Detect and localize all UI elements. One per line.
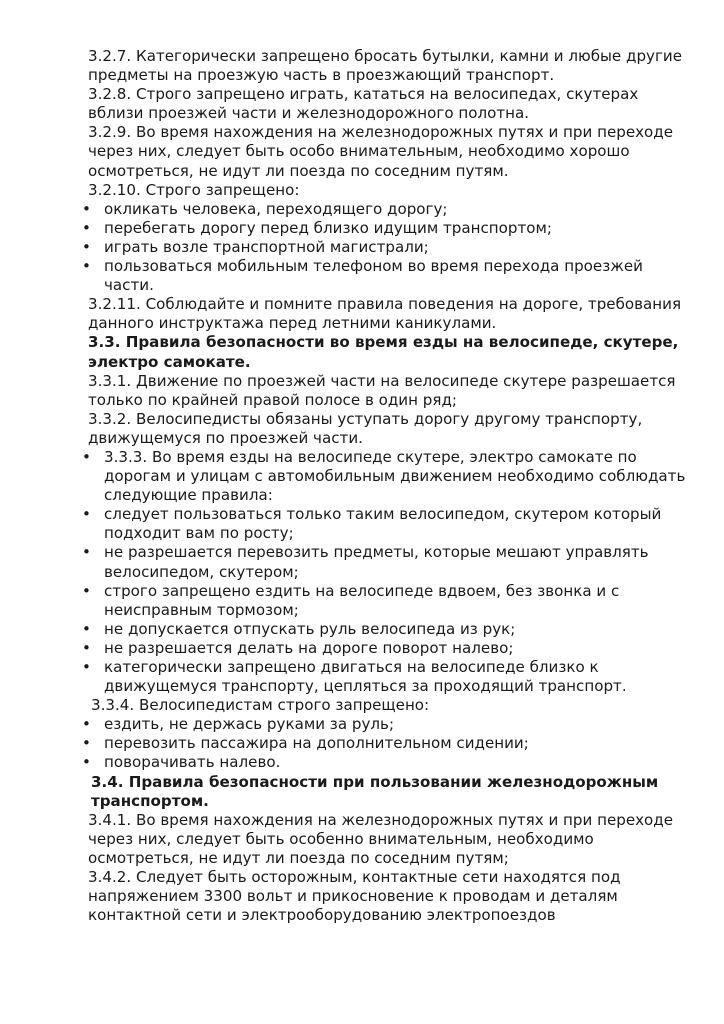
- list-item: • категорически запрещено двигаться на велосипеде близко к движущемуся транспорту, цепляться за проходящий транспорт.: [88, 658, 688, 696]
- list-item: • пользоваться мобильным телефоном во время перехода проезжей части.: [88, 257, 688, 295]
- list-item: • строго запрещено ездить на велосипеде вдвоем, без звонка и с неисправным тормозом;: [88, 582, 688, 620]
- paragraph-3-2-11: 3.2.11. Соблюдайте и помните правила поведения на дороге, требования данного инструктажа перед летними каникулами.: [88, 295, 682, 333]
- paragraph-3-2-10: 3.2.10. Строго запрещено:: [88, 180, 300, 199]
- list-item: • перебегать дорогу перед близко идущим транспортом;: [88, 219, 688, 238]
- list-item: • следует пользоваться только таким велосипедом, скутером который подходит вам по росту;: [88, 505, 688, 543]
- bullet-list-3-3-4: [88, 715, 688, 772]
- list-item: • не допускается отпускать руль велосипеда из рук;: [88, 620, 688, 639]
- bullet-list-3-2-10: [88, 200, 688, 295]
- paragraph-3-4-2: 3.4.2. Следует быть осторожным, контактные сети находятся под напряжением 3300 вольт и прикосновение к проводам и деталям контактной сети и электрооборудованию электропоездов: [88, 868, 621, 925]
- list-item: • ездить, не держась руками за руль;: [88, 715, 688, 734]
- paragraph-3-2-8: 3.2.8. Строго запрещено играть, кататься на велосипедах, скутерах вблизи проезжей части и железнодорожного полотна.: [88, 85, 639, 123]
- list-item: • 3.3.3. Во время езды на велосипеде скутере, электро самокате по дорогам и улицам с автомобильным движением необходимо соблюдать следующие правила:: [88, 448, 688, 505]
- list-item: • поворачивать налево.: [88, 753, 688, 772]
- list-item: • играть возле транспортной магистрали;: [88, 238, 688, 257]
- paragraph-3-3-1: 3.3.1. Движение по проезжей части на велосипеде скутере разрешается только по крайней правой полосе в один ряд;: [88, 371, 676, 409]
- section-heading-3-3: 3.3. Правила безопасности во время езды на велосипеде, скутере, электро самокате.: [88, 333, 679, 371]
- paragraph-3-2-7: 3.2.7. Категорически запрещено бросать бутылки, камни и любые другие предметы на проезжую часть в проезжающий транспорт.: [88, 47, 682, 85]
- list-item: • не разрешается делать на дороге поворот налево;: [88, 639, 688, 658]
- paragraph-3-4-1: 3.4.1. Во время нахождения на железнодорожных путях и при переходе через них, следует быть особенно внимательным, необходимо осмотреться, не идут ли поезда по соседним путям;: [88, 810, 674, 867]
- bullet-list-3-3-3: [88, 448, 688, 696]
- list-item: • окликать человека, переходящего дорогу;: [88, 200, 688, 219]
- paragraph-3-3-4: 3.3.4. Велосипедистам строго запрещено:: [91, 696, 430, 715]
- paragraph-3-3-2: 3.3.2. Велосипедисты обязаны уступать дорогу другому транспорту, движущемуся по проезжей части.: [88, 409, 643, 447]
- list-item: • не разрешается перевозить предметы, которые мешают управлять велосипедом, скутером;: [88, 543, 688, 581]
- section-heading-3-4: 3.4. Правила безопасности при пользовании железнодорожным транспортом.: [91, 772, 659, 810]
- document-page: [88, 47, 688, 925]
- paragraph-3-2-9: 3.2.9. Во время нахождения на железнодорожных путях и при переходе через них, следует быть особо внимательным, необходимо хорошо осмотреться, не идут ли поезда по соседним путям.: [88, 123, 674, 180]
- list-item: • перевозить пассажира на дополнительном сидении;: [88, 734, 688, 753]
